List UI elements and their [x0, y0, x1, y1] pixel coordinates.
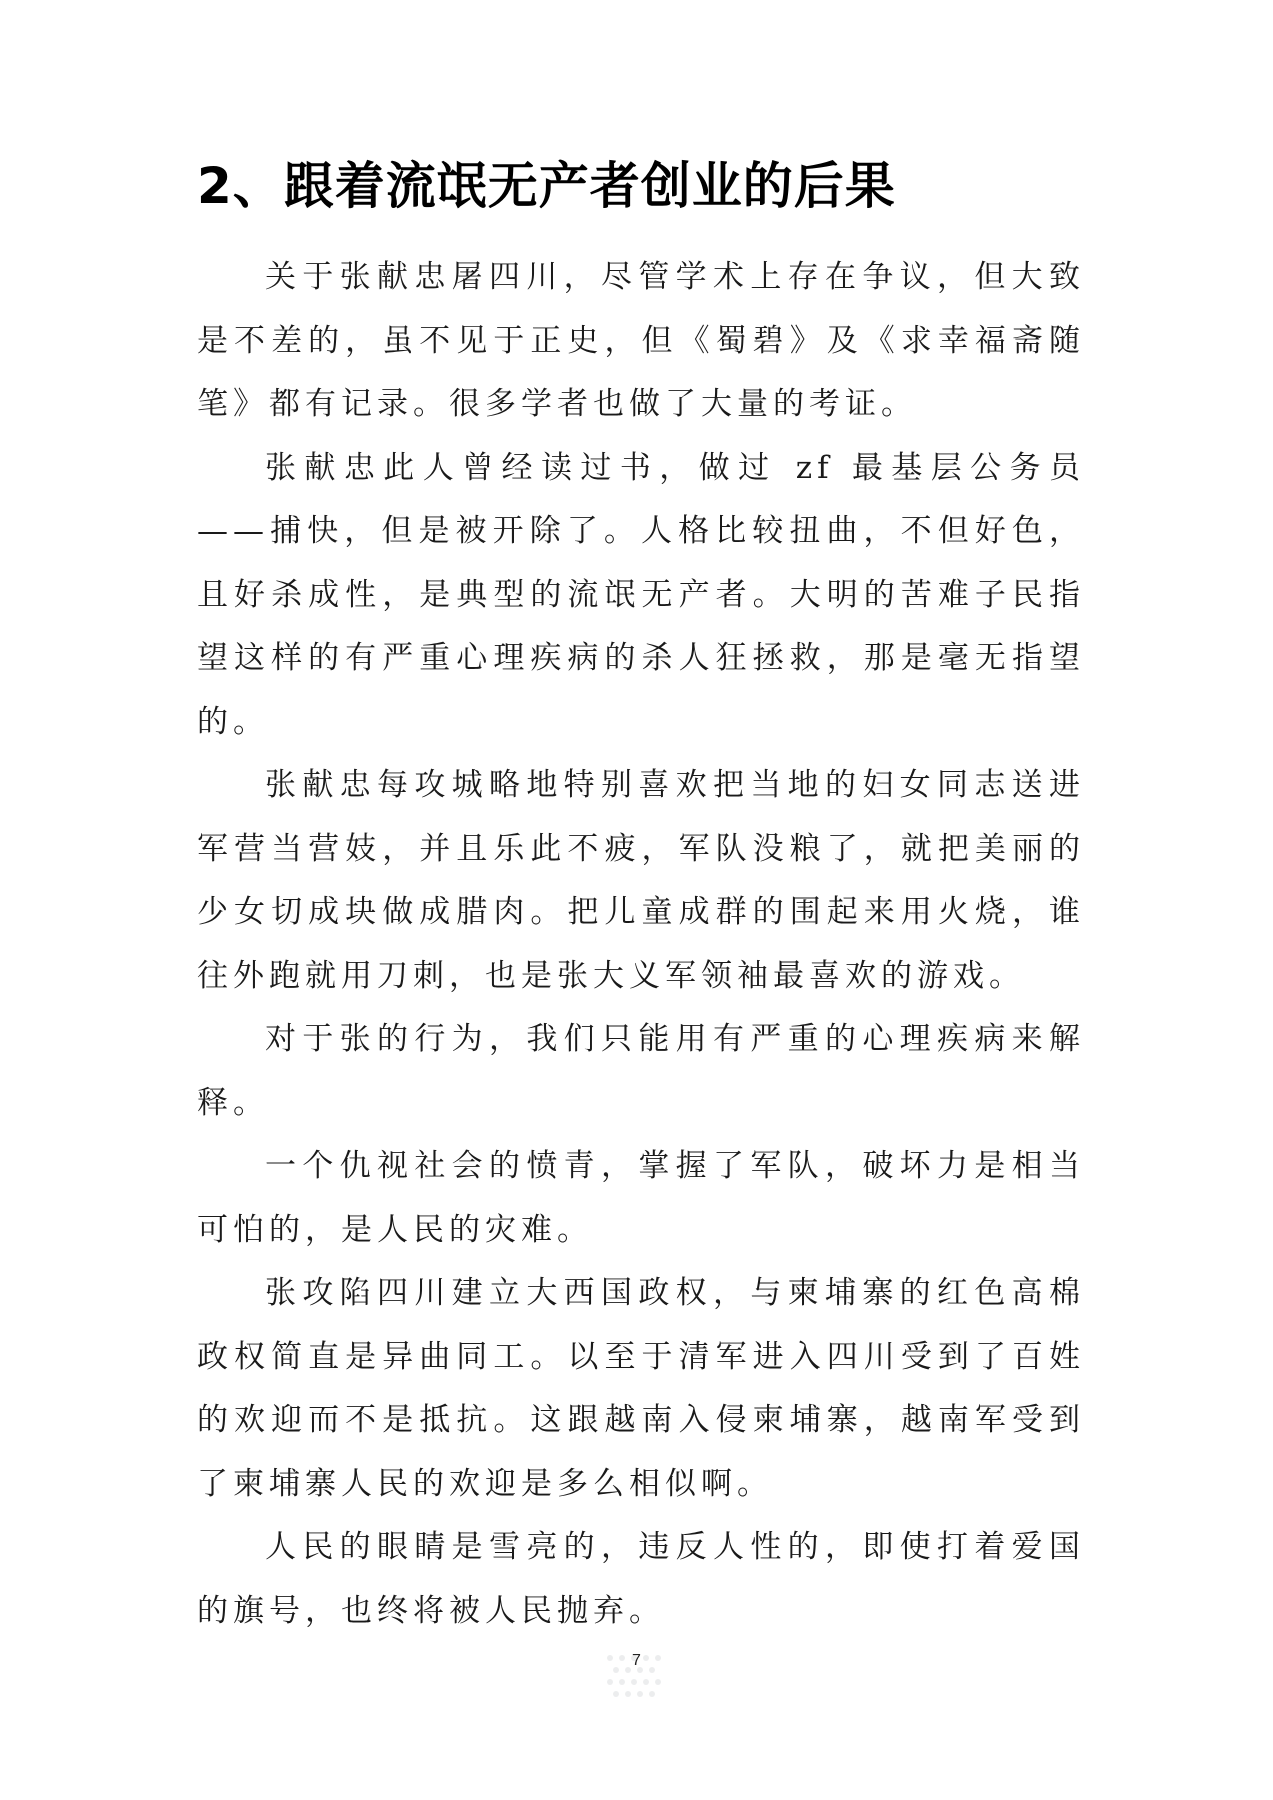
paragraph-4: 对于张的行为，我们只能用有严重的心理疾病来解释。 [197, 1021, 1085, 1121]
paragraph-3: 张献忠每攻城略地特别喜欢把当地的妇女同志送进军营当营妓，并且乐此不疲，军队没粮了，就把美丽的少女切成块做成腊肉。把儿童成群的围起来用火烧，谁往外跑就用刀刺，也是张大义军领袖最喜欢的游戏。 [197, 767, 1085, 994]
section-heading: 2、跟着流氓无产者创业的后果 [197, 157, 896, 215]
paragraph-1: 关于张献忠屠四川，尽管学术上存在争议，但大致是不差的，虽不见于正史，但《蜀碧》及《求幸福斋随笔》都有记录。很多学者也做了大量的考证。 [197, 259, 1085, 422]
paragraph-6: 张攻陷四川建立大西国政权，与柬埔寨的红色高棉政权简直是异曲同工。以至于清军进入四川受到了百姓的欢迎而不是抵抗。这跟越南入侵柬埔寨，越南军受到了柬埔寨人民的欢迎是多么相似啊。 [197, 1275, 1085, 1502]
page-content [197, 150, 1085, 1643]
paragraph-2: 张献忠此人曾经读过书，做过 zf 最基层公务员——捕快，但是被开除了。人格比较扭曲，不但好色，且好杀成性，是典型的流氓无产者。大明的苦难子民指望这样的有严重心理疾病的杀人狂拯救，那是毫无指望的。 [197, 449, 1085, 740]
paragraph-5: 一个仇视社会的愤青，掌握了军队，破坏力是相当可怕的，是人民的灾难。 [197, 1148, 1085, 1248]
paragraph-7: 人民的眼睛是雪亮的，违反人性的，即使打着爱国的旗号，也终将被人民抛弃。 [197, 1529, 1085, 1629]
page-number: 7 [632, 1652, 641, 1669]
